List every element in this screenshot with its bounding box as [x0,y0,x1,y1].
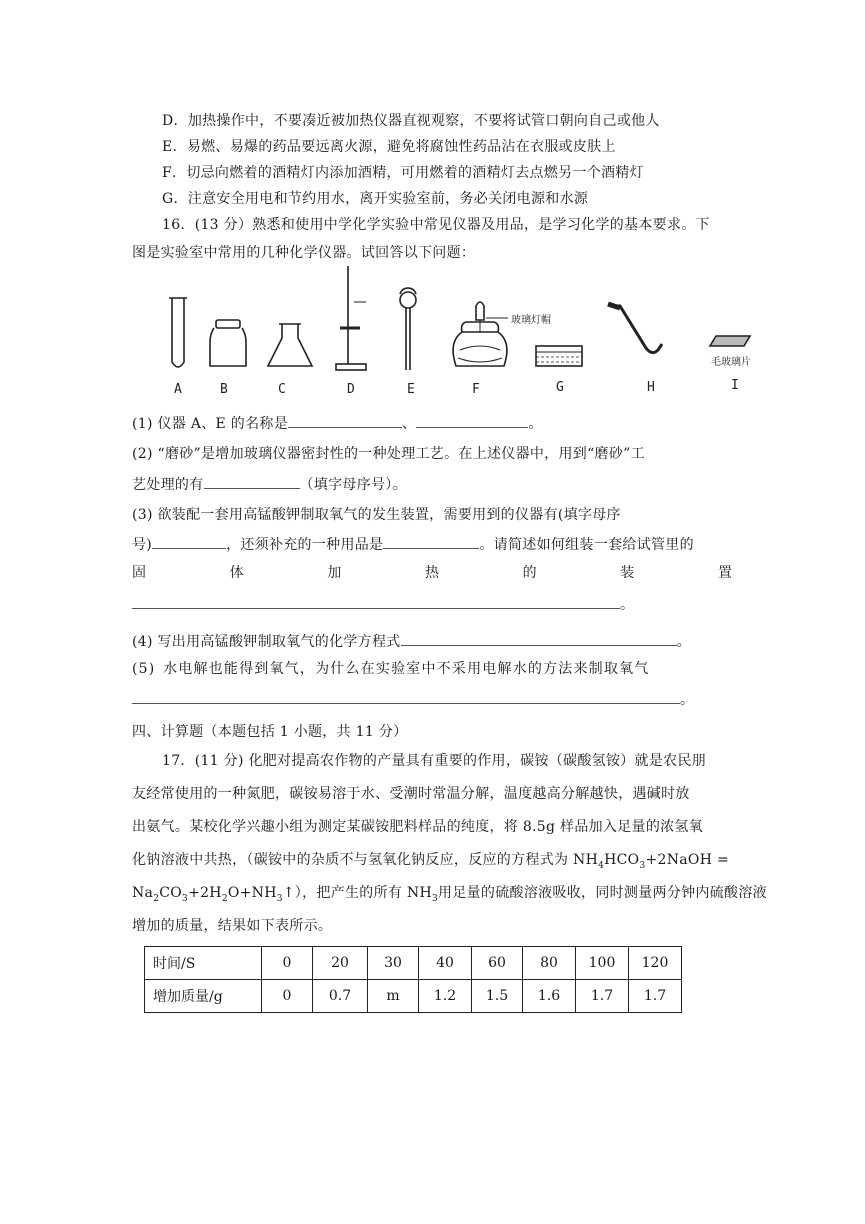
q17-line1: 17．(11 分) 化肥对提高农作物的产量具有重要的作用，碳铵（碳酸氢铵）就是农民朋 [162,753,707,769]
answer-blank-a[interactable] [288,413,402,428]
answer-blank-supply[interactable] [383,534,479,549]
label-i: I [731,378,739,393]
answer-blank-equation[interactable] [401,631,677,646]
label-b: B [220,382,228,397]
table-header-time: 时间/S [145,947,262,980]
q17-line5: $Na_2CO_3+2H_2O+NH_3↑$），把产生的所有 $NH_3$用足量的硫酸溶液吸收，同时测量两分钟内硫酸溶液 [132,885,767,904]
bent-glass-tube-icon [608,304,662,353]
table-row [145,980,682,1013]
q16-intro-line2: 图是实验室中常用的几种化学仪器。试回答以下问题： [132,245,476,261]
label-h: H [647,380,655,395]
water-trough-icon [536,346,582,366]
q16-part4: (4) 写出用高锰酸钾制取氧气的化学方程式 。 [132,631,691,652]
table-cell: 80 [523,947,576,980]
answer-blank-electrolysis[interactable] [132,689,680,704]
safety-item-g: G．注意安全用电和节约用水，离开实验室前，务必关闭电源和水源 [162,191,589,207]
alcohol-lamp-icon [453,302,508,366]
table-cell: 40 [419,947,472,980]
q16-part3-line1: (3) 欲装配一套用高锰酸钾制取氧气的发生装置，需要用到的仪器有(填字母序 [132,507,621,523]
q16-part5-line1: (5) 水电解也能得到氧气，为什么在实验室中不采用电解水的方法来制取氧气 [132,661,650,677]
label-d: D [347,382,355,397]
glass-sheet-label: 毛玻璃片 [711,357,751,368]
table-cell: 0 [262,980,313,1013]
table-cell: 100 [576,947,629,980]
table-cell: 20 [313,947,368,980]
table-cell: 1.6 [523,980,576,1013]
q16-part2-line2: 艺处理的有 （填字母序号）。 [132,474,407,495]
q16-part3-line2: 号) ，还须补充的一种用品是 。请简述如何组装一套给试管里的 [132,534,694,555]
glass-sheet-icon [710,336,750,346]
apparatus-figure [150,262,790,392]
safety-item-e: E．易燃、易爆的药品要远离火源，避免将腐蚀性药品沾在衣服或皮肤上 [162,139,616,155]
lamp-cap-label: 玻璃灯帽 [511,315,551,326]
q16-part1: (1) 仪器 A、E 的名称是 、 。 [132,413,543,434]
iron-stand-icon [336,266,366,370]
answer-blank-frosted[interactable] [204,474,300,489]
table-cell: 1.5 [472,980,523,1013]
q16-part2-line1: (2) “磨砂”是增加玻璃仪器密封性的一种处理工艺。在上述仪器中，用到“磨砂”工 [132,446,645,462]
safety-item-f: F．切忌向燃着的酒精灯内添加酒精，可用燃着的酒精灯去点燃另一个酒精灯 [162,165,644,181]
funnel-icon [400,288,416,370]
safety-item-d: D．加热操作中，不要凑近被加热仪器直视观察，不要将试管口朝向自己或他人 [162,113,660,129]
answer-blank-assembly[interactable] [132,594,620,609]
table-cell: 1.7 [629,980,682,1013]
table-cell: 0.7 [313,980,368,1013]
answer-blank-e[interactable] [416,413,528,428]
answer-blank-instruments[interactable] [152,534,226,549]
table-row [145,947,682,980]
table-cell: 0 [262,947,313,980]
table-cell: m [368,980,419,1013]
label-c: C [278,382,286,397]
label-f: F [472,382,480,397]
table-cell: 60 [472,947,523,980]
q17-line6: 增加的质量，结果如下表所示。 [132,918,333,934]
table-cell: 120 [629,947,682,980]
table-header-mass: 增加质量/g [145,980,262,1013]
section-heading: 四、计算题（本题包括 1 小题，共 11 分） [132,724,408,740]
table-cell: 1.2 [419,980,472,1013]
test-tube-icon [169,298,187,367]
q16-part5-line2: 。 [132,689,694,710]
label-a: A [174,382,182,397]
q16-part3-spread-line: 固 体 加 热 的 装 置 [132,565,732,581]
label-e: E [407,382,415,397]
q17-line3: 出氨气。某校化学兴趣小组为测定某碳铵肥料样品的纯度，将 8.5g 样品加入足量的浓氢氧 [132,819,704,835]
q16-intro-line1: 16．(13 分）熟悉和使用中学化学实验中常见仪器及用品，是学习化学的基本要求。下 [162,217,710,233]
q16-part3-line4: 。 [132,594,634,615]
conical-flask-icon [268,324,312,366]
table-cell: 30 [368,947,419,980]
label-g: G [556,380,564,395]
q17-line2: 友经常使用的一种氮肥，碳铵易溶于水、受潮时常温分解，温度越高分解越快，遇碱时放 [132,786,690,802]
data-table [144,946,682,1013]
q17-line4: 化钠溶液中共热，（碳铵中的杂质不与氢氧化钠反应，反应的方程式为 $NH_4HCO_3+2NaOH$ = [132,852,729,871]
reagent-bottle-icon [210,320,246,366]
table-cell: 1.7 [576,980,629,1013]
